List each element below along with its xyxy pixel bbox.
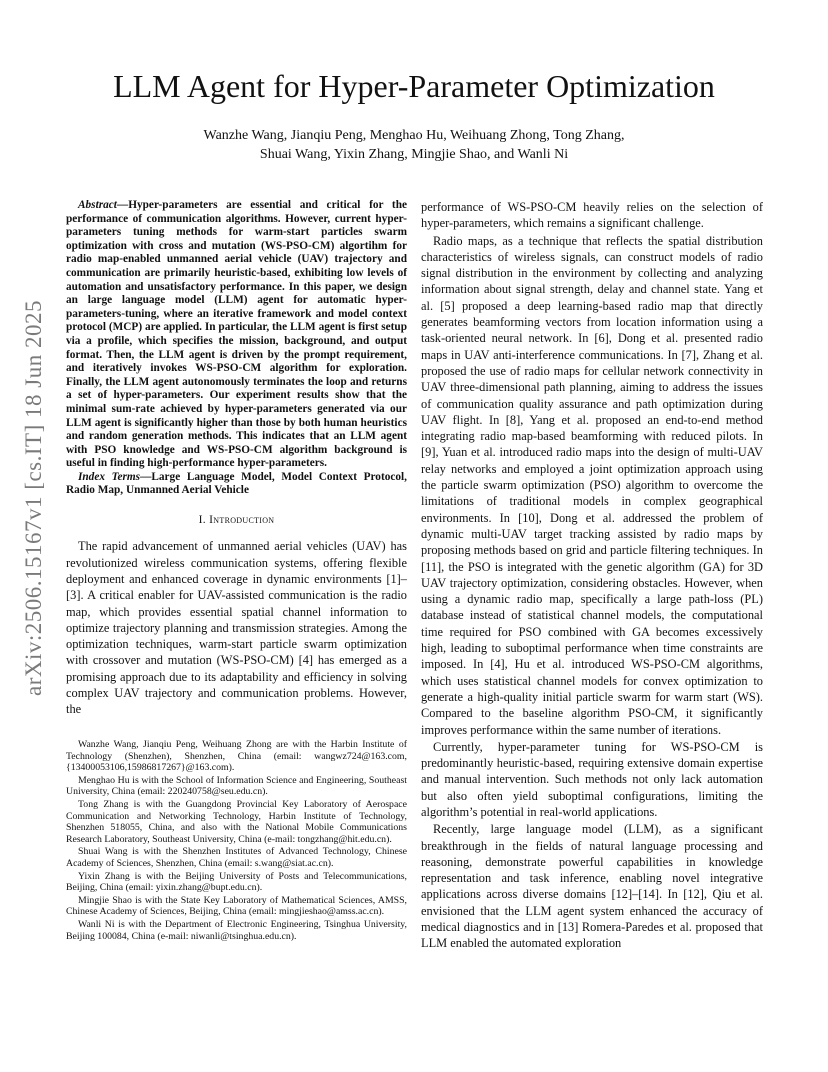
index-terms-text: —Large Language Model, Model Context Protocol, Radio Map, Unmanned Aerial Vehicle bbox=[66, 470, 407, 497]
footnote: Mingjie Shao is with the State Key Laboratory of Mathematical Sciences, AMSS, Chinese Academy of Sciences, Beijing, China (email: mingjieshao@amss.ac.cn). bbox=[66, 894, 407, 918]
abstract bbox=[66, 199, 407, 471]
author-line-2: Shuai Wang, Yixin Zhang, Mingjie Shao, and Wanli Ni bbox=[259, 147, 569, 162]
footnote: Wanli Ni is with the Department of Electronic Engineering, Tsinghua University, Beijing 100084, China (e-mail: niwanli@tsinghua.edu.cn). bbox=[66, 918, 407, 942]
arxiv-stamp bbox=[4, 300, 64, 696]
abstract-text: —Hyper-parameters are essential and critical for the performance of communication algorithms. However, current hyper-parameters tuning methods for warm-start particles swarm optimization with cross and mutation (WS-PSO-CM) algortihm for radio map-enabled unmanned aerial vehicle (UAV) trajectory and communication are primarily heuristic-based, exhibiting low levels of automation and unsatisfactory performance. In this paper, we design an large language model (LLM) agent for automatic hyper-parameters-tuning, where an iterative framework and model context protocol (MCP) are applied. In particular, the LLM agent is first setup via a profile, which specifies the mission, background, and output format. Then, the LLM agent is driven by the prompt requirement, and iteratively invokes WS-PSO-CM algorithm for exploration. Finally, the LLM agent autonomously terminates the loop and returns a set of hyper-parameters. Our experiment results show that the minimal sum-rate achieved by hyper-parameters generated via our LLM agent is significantly higher than those by both human heuristics and random generation methods. This indicates that an LLM agent with PSO knowledge and WS-PSO-CM algorithm background is useful in finding high-performance hyper-parameters. bbox=[66, 199, 407, 470]
paragraph-continuation: performance of WS-PSO-CM heavily relies on the selection of hyper-parameters, which remains a significant challenge. bbox=[421, 200, 763, 231]
intro-paragraph-1: The rapid advancement of unmanned aerial vehicles (UAV) has revolutionized wireless communication systems, offering flexible deployment and enhanced coverage in dynamic environments [1]–[3]. A critical enabler for UAV-assisted communication is the radio map, which provides essential spatial channel information to optimize trajectory planning and transmission strategies. Among the optimization techniques, warm-start particle swarm optimization with crossover and mutation (WS-PSO-CM) [4] has emerged as a promising approach due to its adaptability and efficiency in solving complex UAV trajectory and communication problems. However, the bbox=[66, 539, 407, 717]
right-column bbox=[421, 199, 763, 953]
index-terms bbox=[66, 471, 407, 498]
paragraph-llm: Recently, large language model (LLM), as a significant breakthrough in the fields of natural language processing and reasoning, demonstrate powerful capabilities in knowledge representation and task inference, enabling novel integrative applications across diverse domains [12]–[14]. In [12], Qiu et al. envisioned that the LLM agent system enhanced the accuracy of medical diagnostics and in [13] Romera-Paredes et al. proposed that LLM enabled the automated exploration bbox=[421, 822, 763, 951]
footnotes bbox=[66, 739, 407, 943]
footnote: Menghao Hu is with the School of Information Science and Engineering, Southeast University, China (email: 220240758@seu.edu.cn). bbox=[66, 774, 407, 798]
section-heading-introduction: I. Introduction bbox=[198, 513, 275, 527]
footnote: Shuai Wang is with the Shenzhen Institutes of Advanced Technology, Chinese Academy of Sciences, Shenzhen, China (email: s.wang@siat.ac.cn). bbox=[66, 846, 407, 869]
paragraph-radio-maps: Radio maps, as a technique that reflects the spatial distribution characteristics of wireless signals, can construct models of radio signal distribution in the environment by collecting and analyzing information about signal strength, delay and channel state. Yang et al. [5] proposed a deep learning-based radio map that directly generates beamforming vectors from location information using a task-oriented neural network. In [6], Dong et al. presented radio maps in UAV anti-interference communications. In [7], Zhang et al. proposed the use of radio maps for cellular network connectivity in UAV three-dimensional path planning, aiming to address the issues of communication quality assurance and path optimization during UAV flight. In [8], Yang et al. proposed an end-to-end method integrating radio map-based beamforming with reduced pilots. In [9], Yuan et al. introduced radio maps into the design of multi-UAV relay networks and employed a joint optimization approach using the particle swarm optimization (PSO) algorithm to overcome the limitations of traditional models in complex geographical environments. In [10], Dong et al. addressed the problem of dynamic multi-UAV target tracking assisted by radio maps by proposing methods based on grid and particle filtering techniques. In [11], the PSO is integrated with the genetic algorithm (GA) for 3D UAV trajectory optimization, considering obstacles. However, when using a dynamic radio map, specifically a large path-loss (PL) database instead of statistical channel models, the computational time required for PSO combined with GA becomes excessively high, leading to suboptimal performance when time constraints are imposed. In [4], Hu et al. introduced WS-PSO-CM algorithms, which uses statistical channel models for convex optimization to generate a high-quality initial particle swarm for warm start (WS). Compared to the baseline algorithm PSO-CM, it significantly improves performance within the same number of iterations. bbox=[421, 233, 763, 737]
paragraph-hyperparameter-tuning: Currently, hyper-parameter tuning for WS-PSO-CM is predominantly heuristic-based, requiring extensive domain expertise and manual intervention. Such methods not only lack automation but also often yield suboptimal configurations, limiting the algorithm’s potential in real-world applications. bbox=[421, 739, 763, 819]
footnote: Tong Zhang is with the Guangdong Provincial Key Laboratory of Aerospace Communication and Networking Technology, Harbin Institute of Technology, Shenzhen 518055, China, and also with the National Mobile Communications Research Laboratory, Southeast University, China (e-mail: tongzhang@hit.edu.cn). bbox=[66, 798, 407, 845]
index-terms-label: Index Terms bbox=[78, 470, 141, 483]
author-line-1: Wanzhe Wang, Jianqiu Peng, Menghao Hu, Weihuang Zhong, Tong Zhang, bbox=[203, 128, 625, 143]
footnote: Wanzhe Wang, Jianqiu Peng, Weihuang Zhong are with the Harbin Institute of Technology (Shenzhen), Shenzhen, China (email: wangwz724@163.com, {13400053106,15986817267}@163.com). bbox=[66, 739, 407, 774]
arxiv-identifier: arXiv:2506.15167v1 [cs.IT] 18 Jun 2025 bbox=[21, 300, 46, 696]
left-column bbox=[66, 199, 407, 718]
footnote: Yixin Zhang is with the Beijing University of Posts and Telecommunications, Beijing, China (email: yixin.zhang@bupt.edu.cn). bbox=[66, 870, 407, 894]
abstract-label: Abstract bbox=[78, 199, 117, 211]
author-list bbox=[0, 126, 828, 164]
paper-title: LLM Agent for Hyper-Parameter Optimization bbox=[113, 68, 715, 104]
